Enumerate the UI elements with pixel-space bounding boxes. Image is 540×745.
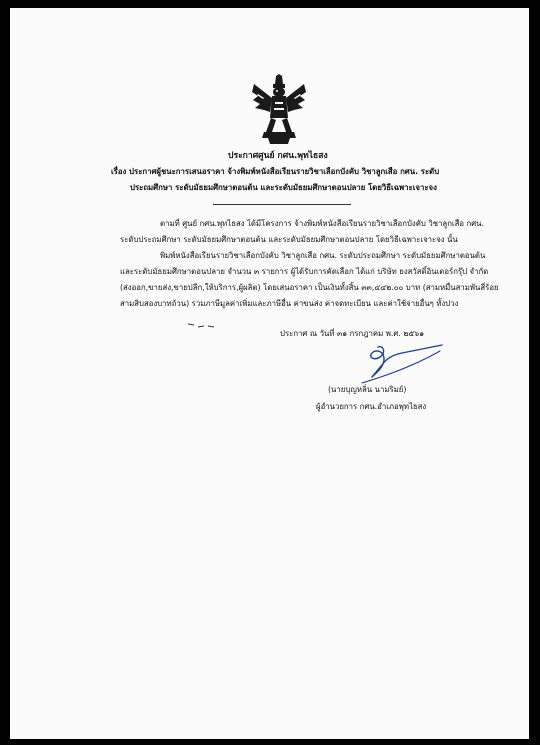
document-page bbox=[10, 8, 529, 739]
signer-name: (นายบุญหลิ่น นามริมย์) bbox=[328, 385, 407, 394]
subject-line-2: ประถมศึกษา ระดับมัธยมศึกษาตอนต้น และระดับมัธยมศึกษาตอนปลาย โดยวิธีเฉพาะเจาะจง bbox=[130, 183, 437, 192]
body-line-4: และระดับมัธยมศึกษาตอนปลาย จำนวน ๓ รายการ ผู้ได้รับการคัดเลือก ได้แก่ บริษัท ยงสวัสดิ์อินเตอร์กรุ๊ป จำกัด bbox=[120, 267, 489, 276]
subject-line-1: เรื่อง ประกาศผู้ชนะการเสนอราคา จ้างพิมพ์หนังสือเรียนรายวิชาเลือกบังคับ วิชาลูกเสือ กศน. ระดับ bbox=[111, 167, 440, 176]
signer-position: ผู้อำนวยการ กศน.อำเภอพุทไธสง bbox=[316, 402, 427, 411]
body-line-3: พิมพ์หนังสือเรียนรายวิชาเลือกบังคับ วิชาลูกเสือ กศน. ระดับประถมศึกษา ระดับมัธยมศึกษาตอนต้น bbox=[160, 251, 486, 260]
handwritten-signature bbox=[332, 343, 444, 385]
announcement-date: ประกาศ ณ วันที่ ๓๑ กรกฎาคม พ.ศ. ๒๕๖๑ bbox=[280, 329, 425, 338]
stray-ink-mark bbox=[186, 320, 216, 330]
announcement-title: ประกาศศูนย์ กศน.พุทไธสง bbox=[228, 151, 328, 161]
body-line-5: (ส่งออก,ขายส่ง,ขายปลีก,ให้บริการ,ผู้ผลิต) โดยเสนอราคา เป็นเงินทั้งสิ้น ๓๓,๔๔๒.๐๐ บาท (สามหมื่นสามพันสี่ร้อย bbox=[120, 283, 499, 292]
body-line-6: สามสิบสองบาทถ้วน) รวมภาษีมูลค่าเพิ่มและภาษีอื่น ค่าขนส่ง ค่าจดทะเบียน และค่าใช้จ่ายอื่นๆ ทั้งปวง bbox=[120, 299, 459, 308]
body-line-1: ตามที่ ศูนย์ กศน.พุทไธสง ได้มีโครงการ จ้างพิมพ์หนังสือเรียนรายวิชาเลือกบังคับ วิชาลูกเสือ กศน. bbox=[160, 219, 484, 228]
body-line-2: ระดับประถมศึกษา ระดับมัธยมศึกษาตอนต้น และระดับมัธยมศึกษาตอนปลาย โดยวิธีเฉพาะเจาะจง นั้น bbox=[120, 235, 458, 244]
title-divider bbox=[213, 204, 351, 205]
garuda-emblem-icon bbox=[250, 74, 308, 146]
